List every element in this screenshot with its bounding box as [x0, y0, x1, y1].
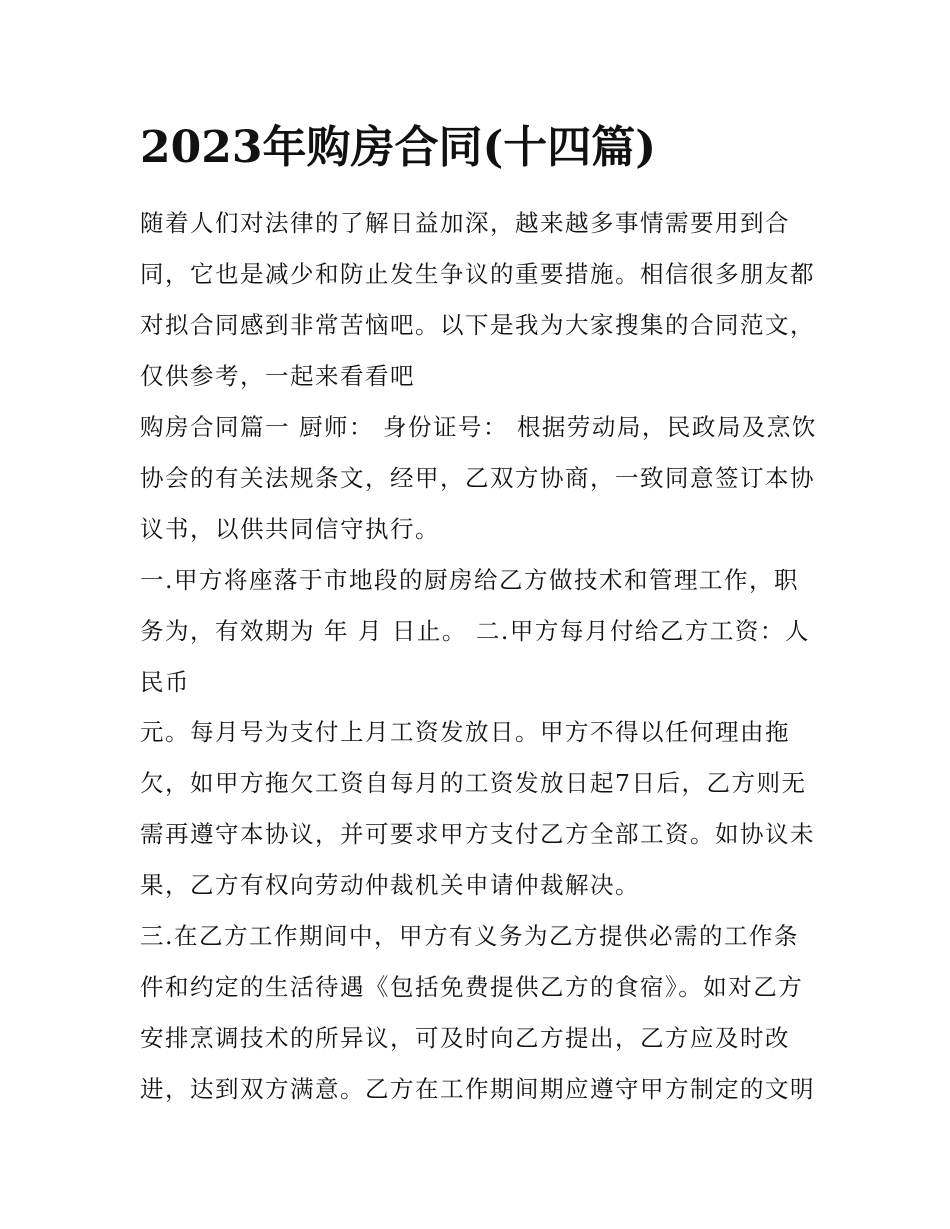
text-line: 务为，有效期为 年 月 日止。 二.甲方每月付给乙方工资：人: [140, 617, 810, 645]
text-line: 协会的有关法规条文，经甲，乙双方协商，一致同意签订本协: [140, 464, 815, 492]
text-line: 购房合同篇一 厨师： 身份证号： 根据劳动局，民政局及烹饮: [140, 413, 817, 441]
document-title: 2023年购房合同(十四篇): [140, 122, 657, 173]
text-line: 民币: [140, 668, 190, 696]
text-line: 对拟合同感到非常苦恼吧。以下是我为大家搜集的合同范文，: [140, 311, 815, 339]
text-line: 进，达到双方满意。乙方在工作期间期应遵守甲方制定的文明: [140, 1075, 815, 1103]
text-line: 安排烹调技术的所异议，可及时向乙方提出，乙方应及时改: [140, 1024, 790, 1052]
text-line: 一.甲方将座落于市地段的厨房给乙方做技术和管理工作，职: [140, 566, 799, 594]
text-line: 果，乙方有权向劳动仲裁机关申请仲裁解决。: [140, 871, 640, 899]
text-line: 欠，如甲方拖欠工资自每月的工资发放日起7日后，乙方则无: [140, 769, 807, 797]
text-line: 需再遵守本协议，并可要求甲方支付乙方全部工资。如协议未: [140, 820, 815, 848]
text-line: 三.在乙方工作期间中，甲方有义务为乙方提供必需的工作条: [140, 922, 799, 950]
text-line: 仅供参考，一起来看看吧: [140, 362, 415, 390]
text-line: 随着人们对法律的了解日益加深，越来越多事情需要用到合: [140, 209, 790, 237]
text-line: 件和约定的生活待遇《包括免费提供乙方的食宿》。如对乙方: [140, 973, 804, 1001]
text-line: 同，它也是减少和防止发生争议的重要措施。相信很多朋友都: [140, 260, 815, 288]
text-line: 元。每月号为支付上月工资发放日。甲方不得以任何理由拖: [140, 718, 790, 746]
text-line: 议书，以供共同信守执行。: [140, 515, 440, 543]
